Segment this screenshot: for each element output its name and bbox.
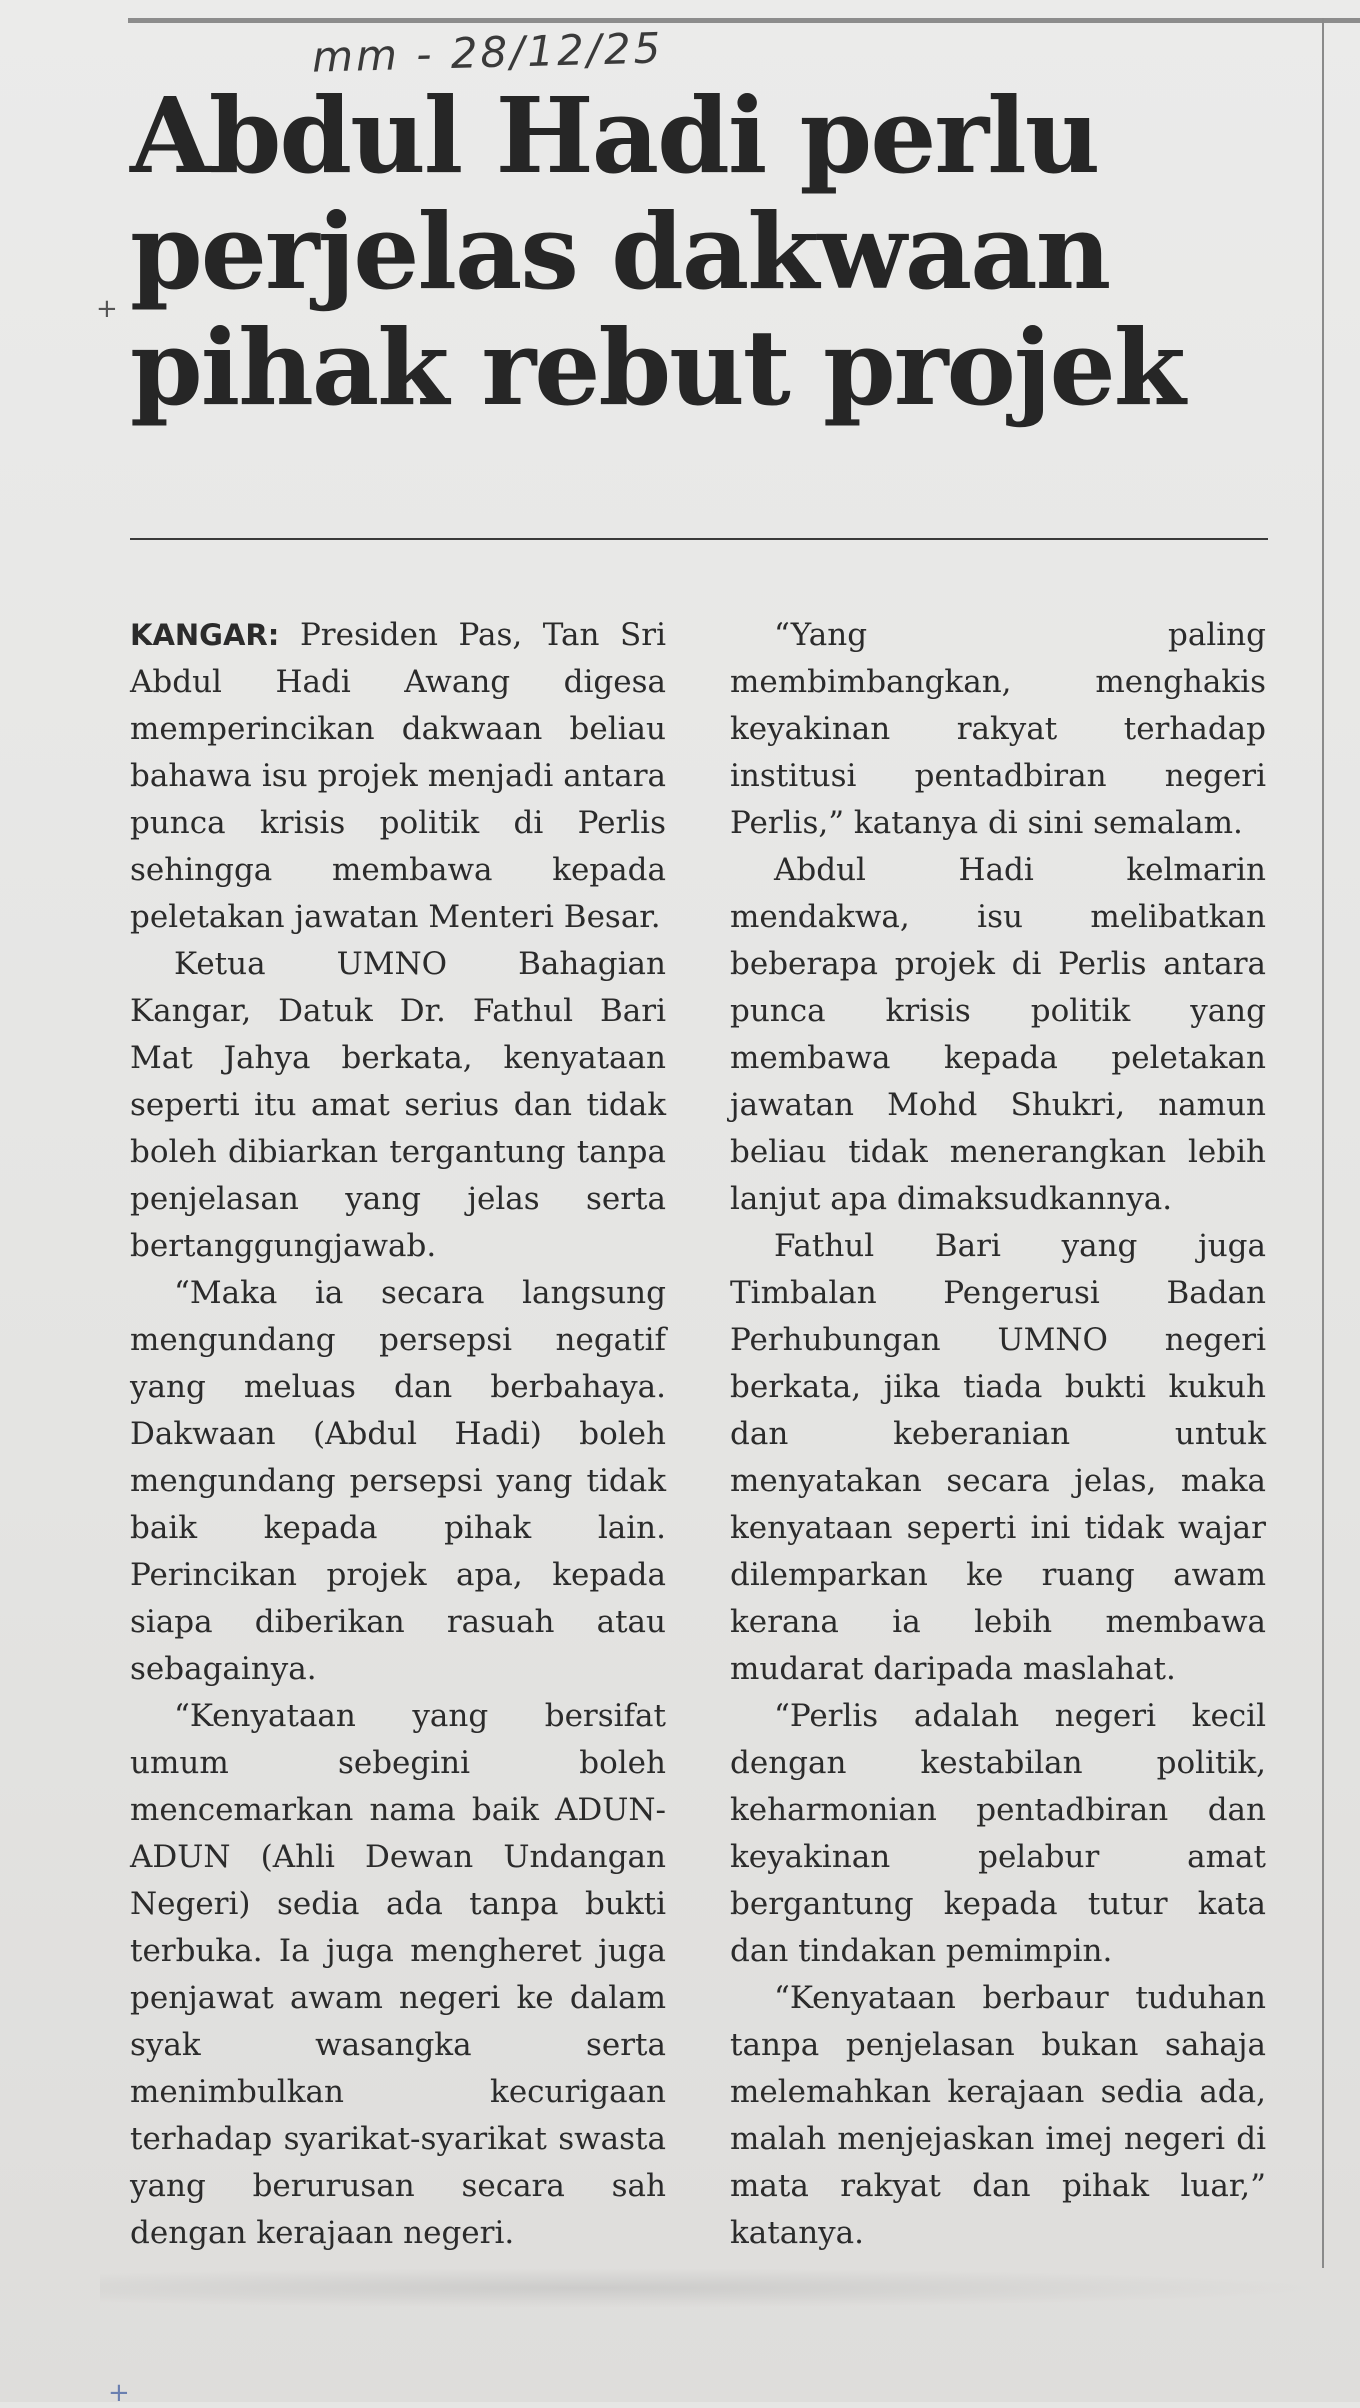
column-divider (1322, 18, 1324, 2268)
dateline: KANGAR: (130, 618, 280, 652)
article-paragraph: “Yang paling membimbangkan, menghakis keyakinan rakyat terhadap institusi pentadbiran negeri Perlis,” katanya di sini semalam. (730, 617, 1266, 841)
article-paragraph (130, 612, 666, 941)
article-paragraph: Fathul Bari yang juga Timbalan Pengerusi Badan Perhubungan UMNO negeri berkata, jika tiada bukti kukuh dan keberanian untuk menyatakan secara jelas, maka kenyataan seperti ini tidak wajar dilemparkan ke ruang awam kerana ia lebih membawa mudarat daripada maslahat. (730, 1228, 1266, 1687)
article-paragraph: “Maka ia secara langsung mengundang persepsi negatif yang meluas dan berbahaya. Dakwaan (Abdul Hadi) boleh mengundang persepsi yang tidak baik kepada pihak lain. Perincikan projek apa, kepada siapa diberikan rasuah atau sebagainya. (130, 1275, 666, 1687)
scan-smudge (100, 2268, 1320, 2308)
article-paragraph: “Perlis adalah negeri kecil dengan kestabilan politik, keharmonian pentadbiran dan keyakinan pelabur amat bergantung kepada tutur kata dan tindakan pemimpin. (730, 1698, 1266, 1969)
article-paragraph: “Kenyataan berbaur tuduhan tanpa penjelasan bukan sahaja melemahkan kerajaan sedia ada, malah menjejaskan imej negeri di mata rakyat dan pihak luar,” katanya. (730, 1980, 1266, 2251)
article-paragraph: Ketua UMNO Bahagian Kangar, Datuk Dr. Fathul Bari Mat Jahya berkata, kenyataan seperti itu amat serius dan tidak boleh dibiarkan tergantung tanpa penjelasan yang jelas serta bertanggungjawab. (130, 946, 666, 1264)
article-column-left (130, 612, 666, 2257)
top-rule (128, 18, 1360, 23)
headline-line: pihak rebut projek (130, 306, 1184, 429)
headline-line: Abdul Hadi perlu (130, 74, 1099, 197)
article-column-right (730, 612, 1266, 2257)
article-paragraph: “Kenyataan yang bersifat umum sebegini boleh mencemarkan nama baik ADUN-ADUN (Ahli Dewan Undangan Negeri) sedia ada tanpa bukti terbuka. Ia juga mengheret juga penjawat awam negeri ke dalam syak wasangka serta menimbulkan kecurigaan terhadap syarikat-syarikat swasta yang berurusan secara sah dengan kerajaan negeri. (130, 1698, 666, 2251)
registration-mark: + (108, 2378, 130, 2408)
handwritten-note: mm - 28/12/25 (311, 23, 664, 82)
headline (130, 74, 1260, 429)
headline-rule (130, 538, 1268, 540)
article-paragraph: Abdul Hadi kelmarin mendakwa, isu melibatkan beberapa projek di Perlis antara punca krisis politik yang membawa kepada peletakan jawatan Mohd Shukri, namun beliau tidak menerangkan lebih lanjut apa dimaksudkannya. (730, 852, 1266, 1217)
headline-line: perjelas dakwaan (130, 190, 1110, 313)
registration-mark: + (96, 294, 118, 324)
paragraph-text: Presiden Pas, Tan Sri Abdul Hadi Awang digesa memperincikan dakwaan beliau bahawa isu projek menjadi antara punca krisis politik di Perlis sehingga membawa kepada peletakan jawatan Menteri Besar. (130, 617, 666, 935)
